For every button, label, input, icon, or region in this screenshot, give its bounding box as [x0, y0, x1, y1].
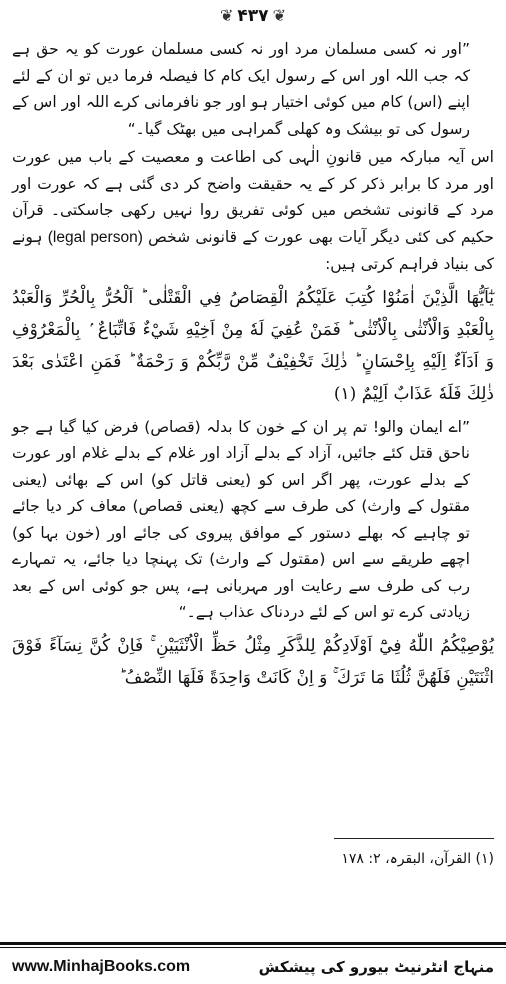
page-number-header [0, 4, 506, 28]
commentary-paragraph [12, 144, 494, 278]
legal-person-term: (legal person) [47, 228, 143, 246]
website-link[interactable]: www.MinhajBooks.com [12, 958, 191, 975]
footer [0, 954, 506, 980]
commentary-text-end: ہونے کی بنیاد فراہم کرتی ہیں: [12, 227, 494, 273]
ornament-right-icon: ❦ [272, 6, 286, 25]
quran-verse-1: يٰٓاَيُّهَا الَّذِيْنَ اٰمَنُوْا كُتِبَ عَلَيْكُمُ الْقِصَاصُ فِي الْقَتْلٰى ؕ اَلْحُرُّ بِالْحُرِّ وَالْعَبْدُ بِالْعَبْدِ وَالْاُنْثٰى بِالْاُنْثٰى ؕ فَمَنْ عُفِيَ لَهٗ مِنْ اَخِيْهِ شَيْءٌ فَاتِّبَاعٌ ۢ بِالْمَعْرُوْفِ وَ اَدَآءٌ اِلَيْهِ بِاِحْسَانٍ ؕ ذٰلِكَ تَخْفِيْفٌ مِّنْ رَّبِّكُمْ وَ رَحْمَةٌ ؕ فَمَنِ اعْتَدٰى بَعْدَ ذٰلِكَ فَلَهٗ عَذَابٌ اَلِيْمٌ (۱) [12, 287, 494, 404]
footer-divider-thin [0, 947, 506, 948]
page-number: ۴۳۷ [237, 6, 269, 26]
page-content [12, 36, 494, 698]
footnote: (۱) القرآن، البقرہ، ۲: ۱۷۸ [341, 851, 494, 867]
ornament-left-icon: ❦ [220, 6, 234, 25]
quote-translation-2: ”اے ایمان والو! تم پر ان کے خون کا بدلہ (قصاص) فرض کیا گیا ہے جو ناحق قتل کئے جائیں، آزاد کے بدلے آزاد اور غلام کے بدلے غلام اور عورت کے بدلے عورت، پھر اگر اس کو (یعنی قاتل کو) اس کے بھائی (یعنی مقتول کے وارث) کی طرف سے کچھ (یعنی قصاص) معاف کر دیا جائے تو چاہیے کہ بھلے دستور کے موافق پیروی کی جائے اور (خون بہا کو) اچھے طریقے سے اس (مقتول کے وارث) تک پہنچا دیا جائے، یہ تمہارے رب کی طرف سے رعایت اور مہربانی ہے، پس جو کوئی اس کے بعد زیادتی کرے تو اس کے لئے دردناک عذاب ہے۔“ [12, 417, 470, 621]
publisher-credit: منہاج انٹرنیٹ بیورو کی پیشکش [258, 958, 494, 976]
quote-translation-1: ”اور نہ کسی مسلمان مرد اور نہ کسی مسلمان عورت کو یہ حق ہے کہ جب اللہ اور اس کے رسول ایک کام کا فیصلہ فرما دیں تو ان کے لئے اپنے (اس) کام میں کوئی اختیار ہو اور جو نافرمانی کرے اللہ اور اس کے رسول کی تو بیشک وہ کھلی گمراہی میں بھٹک گیا۔“ [12, 40, 470, 138]
footer-divider-thick [0, 942, 506, 945]
footnote-divider [334, 838, 494, 839]
commentary-text: اس آیہ مبارکہ میں قانونِ الٰہی کی اطاعت و معصیت کے باب میں عورت اور مرد کا برابر ذکر کر کے یہ حقیقت واضح کر دی گئی ہے کہ عورت اور مرد کے قانونی تشخص میں کوئی تفریق روا نہیں رکھی جاسکتی۔ قرآن حکیم کی کئی دیگر آیات بھی عورت کے قانونی شخص [12, 148, 494, 246]
quran-verse-2: يُوْصِيْكُمُ اللّٰهُ فِيْٓ اَوْلَادِكُمْ لِلذَّكَرِ مِثْلُ حَظِّ الْاُنْثَيَيْنِ ۚ فَاِنْ كُنَّ نِسَآءً فَوْقَ اثْنَتَيْنِ فَلَهُنَّ ثُلُثَا مَا تَرَكَ ۚ وَ اِنْ كَانَتْ وَاحِدَةً فَلَهَا النِّصْفُ ؕ [12, 635, 494, 688]
